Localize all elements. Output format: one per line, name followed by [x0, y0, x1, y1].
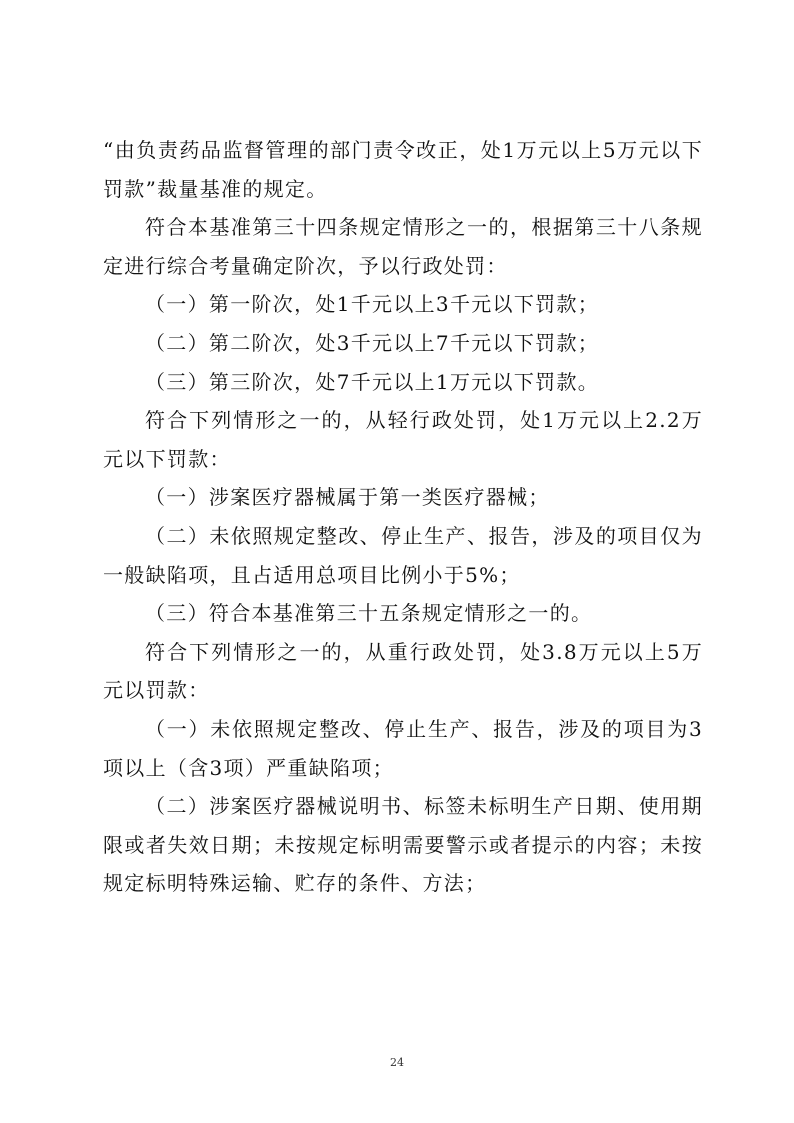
list-item-tier-2: （二）第二阶次，处3千元以上7千元以下罚款； — [145, 330, 600, 355]
list-item-tier-3: （三）第三阶次，处7千元以上1万元以下罚款。 — [145, 369, 600, 394]
list-item-heavier-2: （二）涉案医疗器械说明书、标签未标明生产日期、使用期限或者失效日期；未按规定标明需要警示或者提示的内容；未按规定标明特殊运输、贮存的条件、方法； — [103, 794, 703, 896]
list-item-tier-1: （一）第一阶次，处1千元以上3千元以下罚款； — [145, 292, 600, 317]
page-number: 24 — [390, 1056, 404, 1069]
list-item-heavier-1: （一）未依照规定整改、停止生产、报告，涉及的项目为3项以上（含3项）严重缺陷项； — [103, 716, 703, 780]
paragraph-penalty-rule-quote: “由负责药品监督管理的部门责令改正，处1万元以上5万元以下罚款”裁量基准的规定。 — [103, 138, 703, 201]
list-item-lighter-1: （一）涉案医疗器械属于第一类医疗器械； — [145, 485, 550, 510]
paragraph-heavier-penalty: 符合下列情形之一的，从重行政处罚，处3.8万元以上5万元以罚款： — [103, 639, 703, 703]
body-text — [103, 131, 703, 903]
list-item-lighter-2: （二）未依照规定整改、停止生产、报告，涉及的项目仅为一般缺陷项，且占适用总项目比例小于5%； — [103, 523, 703, 587]
paragraph-lighter-penalty: 符合下列情形之一的，从轻行政处罚，处1万元以上2.2万元以下罚款： — [103, 408, 703, 471]
list-item-lighter-3: （三）符合本基准第三十五条规定情形之一的。 — [145, 601, 593, 626]
paragraph-article-34-tiers: 符合本基准第三十四条规定情形之一的，根据第三十八条规定进行综合考量确定阶次，予以行政处罚： — [103, 215, 703, 278]
